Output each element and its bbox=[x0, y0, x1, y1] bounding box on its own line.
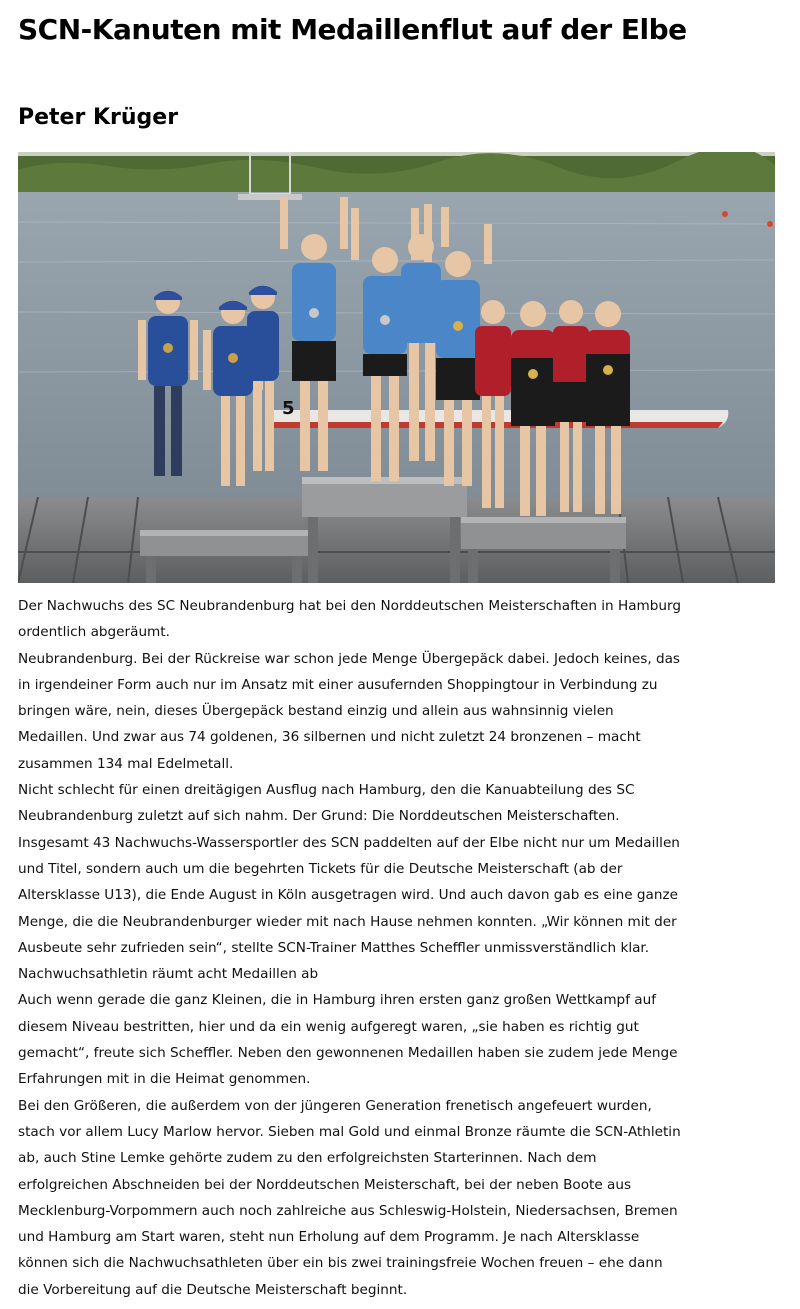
boat-number: 5 bbox=[282, 398, 295, 419]
article-author: Peter Krüger bbox=[18, 105, 179, 130]
article-paragraph: Bei den Größeren, die außerdem von der jüngeren Generation frenetisch angefeuert wurden, stach vor allem Lucy Marlow hervor. Sieben mal Gold und einmal Bronze räumte die SCN-Athletin ab, auch Stine Lemke gehörte zudem zu den erfolgreichsten Starterinnen. Nach dem erfolgreichen Abschneiden bei der Norddeutschen Meisterschaft, bei der neben Boote aus Mecklenburg-Vorpommern auch noch zahlreiche aus Schleswig-Holstein, Niedersachsen, Bremen und Hamburg am Start waren, steht nun Erholung auf dem Programm. Je nach Altersklasse können sich die Nachwuchsathleten über ein bis zwei trainingsfreie Wochen freuen – ehe dann die Vorbereitung auf die Deutsche Meisterschaft beginnt. bbox=[18, 1097, 681, 1298]
article-title: SCN-Kanuten mit Medaillenflut auf der Elbe bbox=[18, 13, 687, 46]
article-body bbox=[18, 593, 683, 1303]
article-subheading: Nachwuchsathletin räumt acht Medaillen ab bbox=[18, 966, 319, 983]
article-lead: Der Nachwuchs des SC Neubrandenburg hat bei den Norddeutschen Meisterschaften in Hamburg ordentlich abgeräumt. bbox=[18, 598, 681, 641]
article-paragraph: Neubrandenburg. Bei der Rückreise war schon jede Menge Übergepäck dabei. Jedoch keines, das in irgendeiner Form auch nur im Ansatz mit einer ausufernden Shoppingtour in Verbindung zu bringen wäre, nein, dieses Übergepäck bestand einzig und allein aus wahnsinnig vielen Medaillen. Und zwar aus 74 goldenen, 36 silbernen und nicht zuletzt 24 bronzenen – macht zusammen 134 mal Edelmetall. bbox=[18, 650, 681, 772]
podium-photo-illustration bbox=[18, 152, 775, 583]
article-photo bbox=[18, 152, 775, 583]
article-paragraph: Auch wenn gerade die ganz Kleinen, die in Hamburg ihren ersten ganz großen Wettkampf auf diesem Niveau bestritten, hier und da ein wenig aufgeregt waren, „sie haben es richtig gut gemacht“, freute sich Scheffler. Neben den gewonnenen Medaillen haben sie zudem jede Menge Erfahrungen mit in die Heimat genommen. bbox=[18, 992, 678, 1088]
article-paragraph: Nicht schlecht für einen dreitägigen Ausflug nach Hamburg, den die Kanuabteilung des SC Neubrandenburg zuletzt auf sich nahm. Der Grund: Die Norddeutschen Meisterschaften. Insgesamt 43 Nachwuchs-Wassersportler des SCN paddelten auf der Elbe nicht nur um Medaillen und Titel, sondern auch um die begehrten Tickets für die Deutsche Meisterschaft (ab der Altersklasse U13), die Ende August in Köln ausgetragen wird. Und auch davon gab es eine ganze Menge, die die Neubrandenburger wieder mit nach Hause nehmen konnten. „Wir können mit der Ausbeute sehr zufrieden sein“, stellte SCN-Trainer Matthes Scheffler unmissverständlich klar. bbox=[18, 782, 680, 956]
